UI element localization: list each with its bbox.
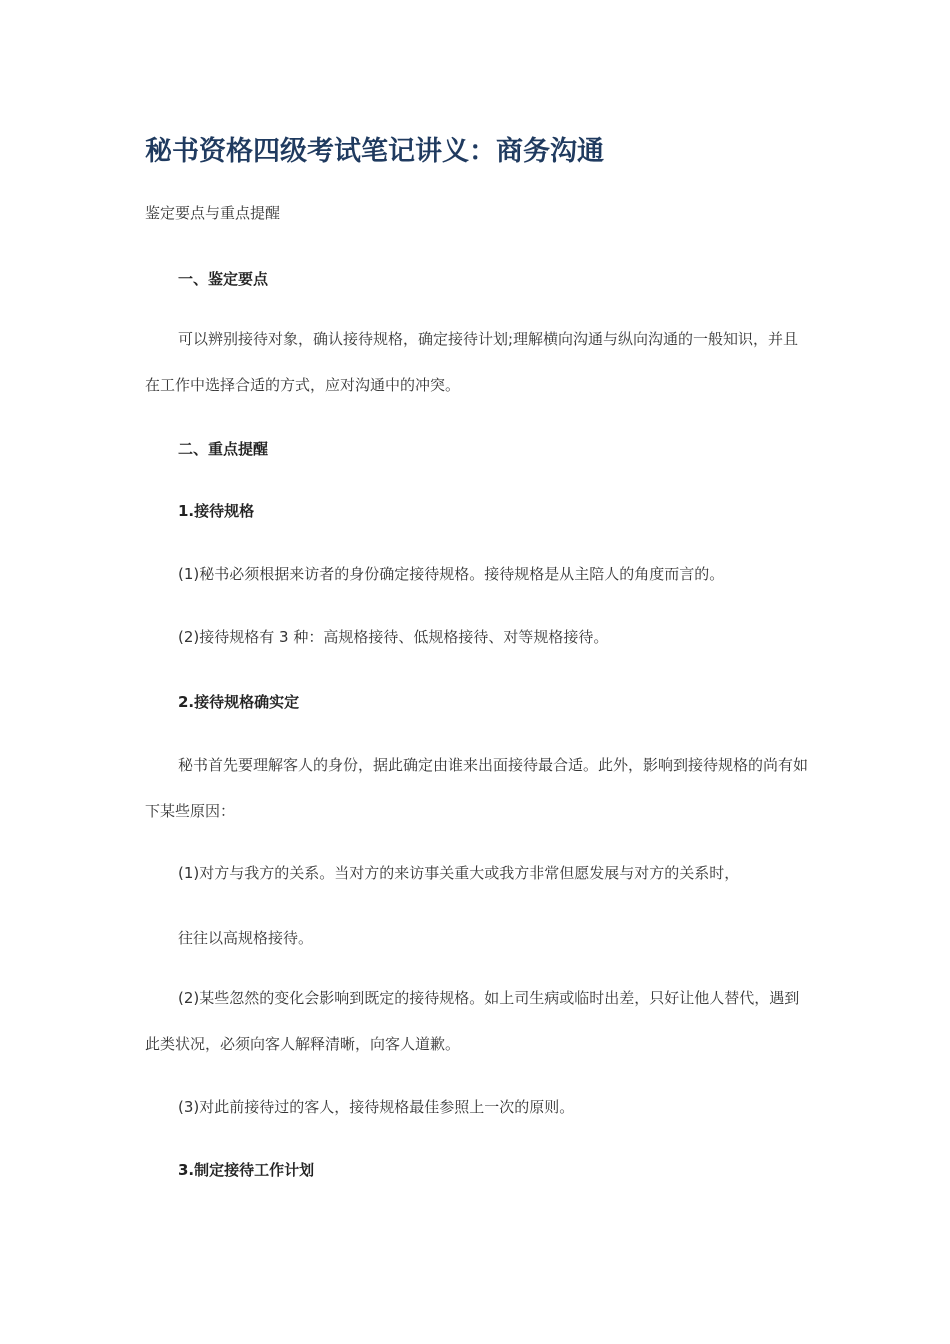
item-heading-determine-standard: 2.接待规格确实定 bbox=[178, 693, 300, 711]
item2-intro: 秘书首先要理解客人的身份，据此确定由谁来出面接待最合适。此外，影响到接待规格的尚有如下某些原因： bbox=[145, 756, 809, 820]
document-subtitle: 鉴定要点与重点提醒 bbox=[145, 204, 281, 222]
section-key-points-text: 可以辨别接待对象，确认接待规格，确定接待计划;理解横向沟通与纵向沟通的一般知识，并且在工作中选择合适的方式，应对沟通中的冲突。 bbox=[145, 330, 799, 394]
section-heading-key-points: 一、鉴定要点 bbox=[178, 270, 269, 288]
item2-paragraph-3: (3)对此前接待过的客人，接待规格最佳参照上一次的原则。 bbox=[178, 1098, 575, 1116]
document-title: 秘书资格四级考试笔记讲义：商务沟通 bbox=[145, 136, 604, 167]
item1-paragraph-2: (2)接待规格有 3 种：高规格接待、低规格接待、对等规格接待。 bbox=[178, 628, 609, 646]
item2-paragraph-1-line-2: 往往以高规格接待。 bbox=[178, 929, 314, 947]
item-heading-reception-plan: 3.制定接待工作计划 bbox=[178, 1161, 315, 1179]
item2-paragraph-2: (2)某些忽然的变化会影响到既定的接待规格。如上司生病或临时出差，只好让他人替代，遇到此类状况，必须向客人解释清晰，向客人道歉。 bbox=[145, 989, 800, 1053]
item1-paragraph-1: (1)秘书必须根据来访者的身份确定接待规格。接待规格是从主陪人的角度而言的。 bbox=[178, 565, 725, 583]
item2-paragraph-1-line-1: (1)对方与我方的关系。当对方的来访事关重大或我方非常但愿发展与对方的关系时， bbox=[178, 864, 740, 882]
section-heading-reminders: 二、重点提醒 bbox=[178, 440, 269, 458]
item-heading-reception-standard: 1.接待规格 bbox=[178, 502, 255, 520]
